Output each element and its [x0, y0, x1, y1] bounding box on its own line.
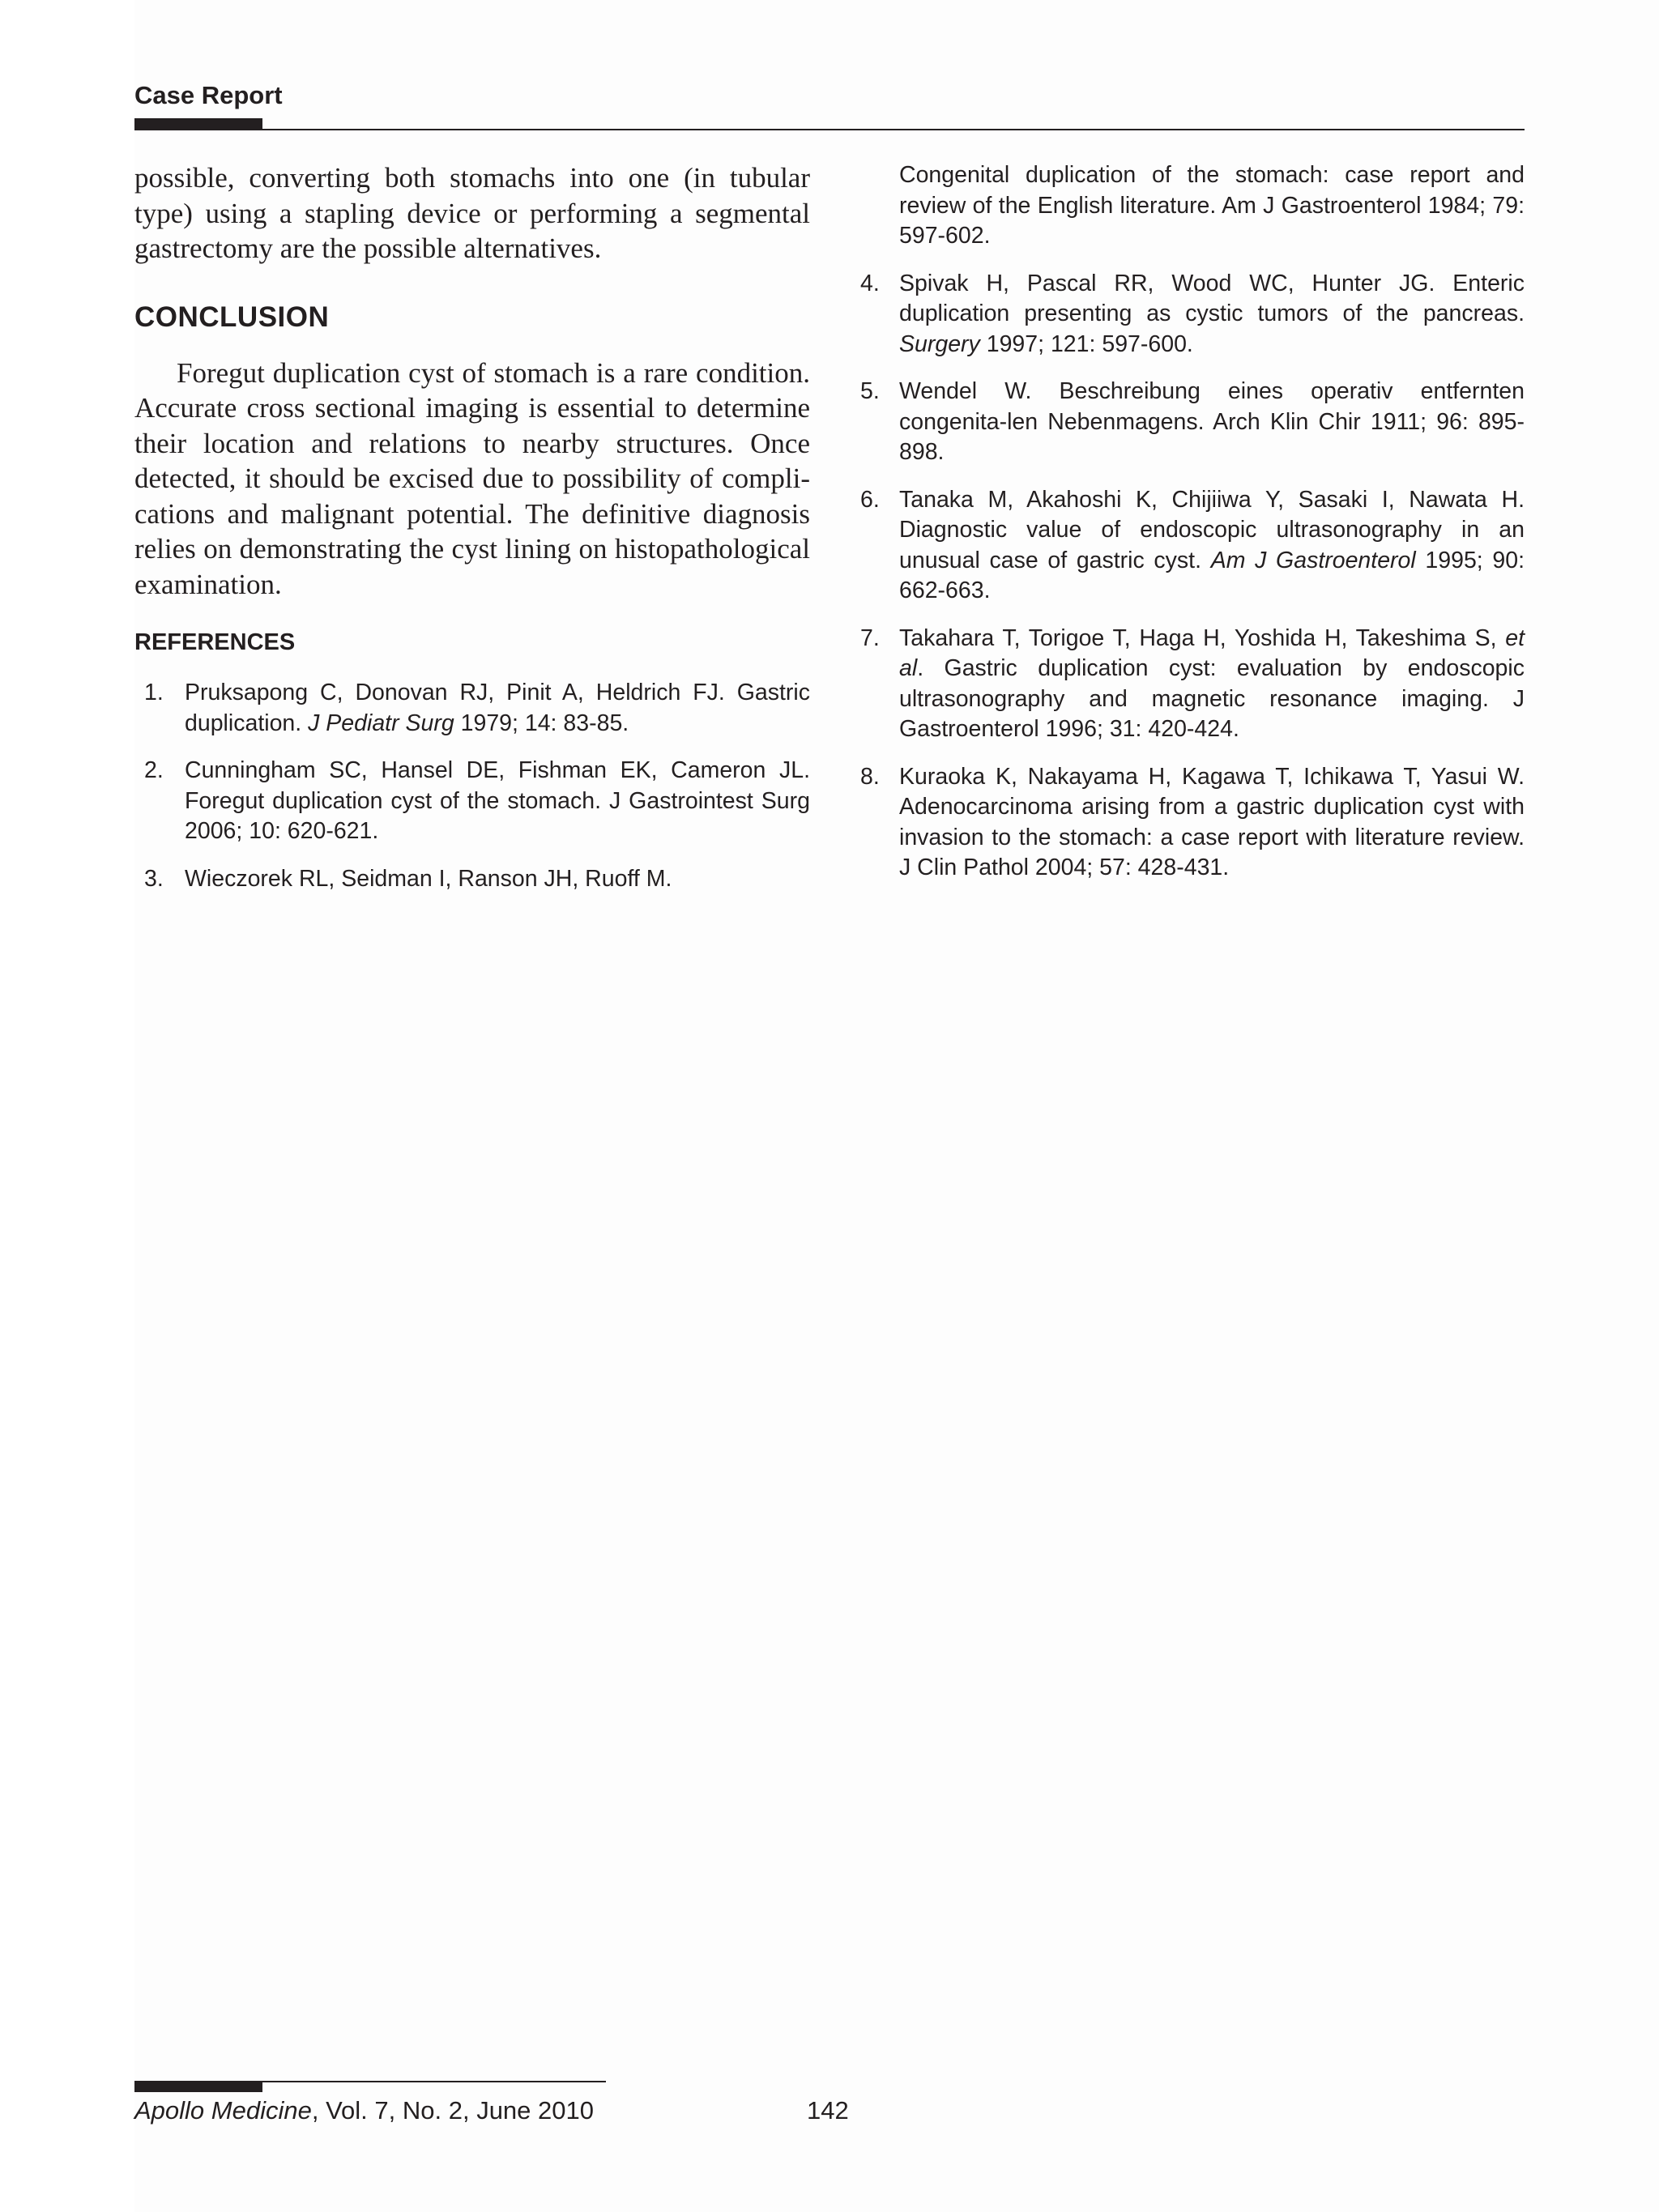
reference-text: Takahara T, Torigoe T, Haga H, Yoshida H, Takeshima S, [899, 624, 1506, 651]
intro-paragraph: possible, converting both stomachs into one (in tubular type) using a stapling device or performing a segmental gastrectomy are the possible alternatives. [134, 162, 810, 264]
reference-list-left [134, 678, 810, 894]
reference-number: 8. [860, 763, 880, 790]
reference-text-tail: 1997; 121: 597-600. [979, 330, 1193, 357]
reference-number: 3. [144, 865, 164, 892]
reference-journal: Am J Gastroenterol [1210, 547, 1416, 573]
reference-text: Wieczorek RL, Seidman I, Ranson JH, Ruoff M. [185, 865, 672, 892]
reference-number: 2. [144, 757, 164, 783]
reference-item [860, 485, 1525, 607]
header-accent-bar [134, 118, 262, 130]
issue-info: , Vol. 7, No. 2, June 2010 [311, 2096, 594, 2125]
journal-name: Apollo Medicine [134, 2096, 312, 2125]
reference-journal: Surgery [899, 330, 980, 357]
reference-text: Cunningham SC, Hansel DE, Fishman EK, Cameron JL. Foregut duplication cyst of the stomach. J Gastrointest Surg 2006; 10: 620-621. [185, 757, 810, 844]
right-column [860, 160, 1525, 901]
reference-number: 1. [144, 680, 164, 705]
footer-citation [134, 2093, 594, 2129]
reference-text: Spivak H, Pascal RR, Wood WC, Hunter JG. Enteric duplication presenting as cystic tumors of the pancreas. [899, 270, 1525, 326]
references-heading: REFERENCES [134, 629, 296, 655]
reference-item [860, 624, 1525, 745]
reference-text: Congenital duplication of the stomach: case report and review of the English literature. Am J Gastroenterol 1984; 79: 597-602. [899, 162, 1525, 249]
reference-continuation [860, 160, 1525, 252]
reference-text-tail: 1979; 14: 83-85. [454, 710, 629, 736]
reference-item [860, 269, 1525, 360]
reference-text: Pruksapong C, Donovan RJ, Pinit A, Heldrich FJ. Gastric duplication. [185, 680, 810, 736]
reference-item [860, 762, 1525, 884]
reference-number: 5. [860, 378, 880, 404]
page-number: 142 [807, 2096, 849, 2125]
reference-number: 6. [860, 486, 880, 513]
conclusion-heading: CONCLUSION [134, 300, 330, 333]
reference-list-right [860, 160, 1525, 884]
reference-number: 4. [860, 270, 880, 296]
reference-text-tail: 1995; 90: 662-663. [899, 547, 1525, 603]
reference-item [860, 377, 1525, 468]
section-label: Case Report [134, 81, 283, 109]
reference-text: Wendel W. Beschreibung eines operativ entfernten congenita-len Nebenmagens. Arch Klin Chir 1911; 96: 895-898. [899, 378, 1525, 465]
reference-journal: et al [899, 624, 1525, 681]
reference-journal: J Pediatr Surg [308, 710, 454, 736]
conclusion-paragraph: Foregut duplication cyst of stomach is a rare condition. Accurate cross sectional imaging is essential to determine their location and relations to nearby structures. Once detected, it should be excised due to possibility of compli-cations and malignant potential. The definitive diagnosis relies on demonstrating the cyst lining on histopathological examination. [134, 356, 810, 600]
left-column [134, 160, 810, 911]
reference-text: Kuraoka K, Nakayama H, Kagawa T, Ichikawa T, Yasui W. Adenocarcinoma arising from a gastric duplication cyst with invasion to the stomach: a case report with literature review. J Clin Pathol 2004; 57: 428-431. [899, 763, 1525, 880]
reference-item [134, 678, 810, 739]
reference-number: 7. [860, 624, 880, 651]
reference-item [134, 756, 810, 847]
header-rule [134, 129, 1525, 130]
reference-text-tail: . Gastric duplication cyst: evaluation by endoscopic ultrasonography and magnetic resonance imaging. J Gastroenterol 1996; 31: 420-424. [899, 655, 1525, 742]
reference-text: Tanaka M, Akahoshi K, Chijiiwa Y, Sasaki I, Nawata H. Diagnostic value of endoscopic ultrasonography in an unusual case of gastric cyst. [899, 486, 1525, 573]
footer-accent-bar [134, 2081, 262, 2092]
reference-item [134, 864, 810, 895]
